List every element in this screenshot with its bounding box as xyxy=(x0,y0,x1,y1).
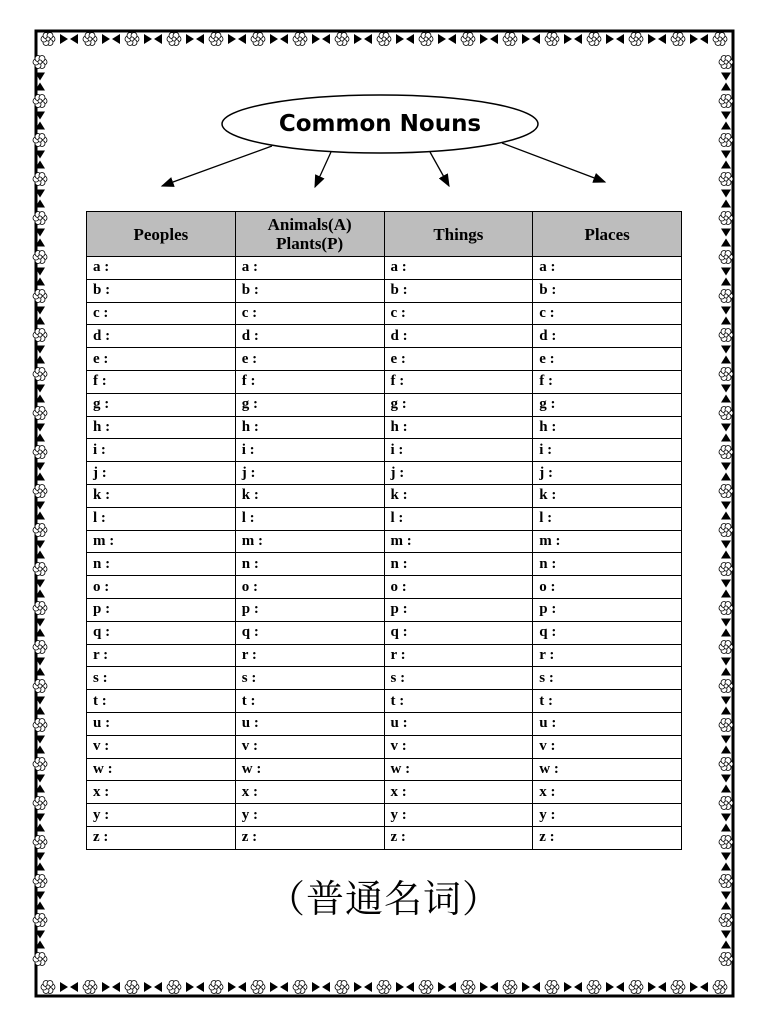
table-row xyxy=(87,416,682,439)
letter-cell[interactable]: y : xyxy=(533,804,682,827)
table-row xyxy=(87,484,682,507)
letter-cell[interactable]: p : xyxy=(235,598,384,621)
header-plants: Plants(P) xyxy=(276,234,344,253)
letter-cell[interactable]: r : xyxy=(384,644,533,667)
letter-cell[interactable]: o : xyxy=(533,576,682,599)
letter-cell[interactable]: a : xyxy=(235,257,384,280)
table-row xyxy=(87,325,682,348)
letter-cell[interactable]: t : xyxy=(533,690,682,713)
letter-cell[interactable]: u : xyxy=(384,712,533,735)
table-row xyxy=(87,257,682,280)
letter-cell[interactable]: g : xyxy=(533,393,682,416)
letter-cell[interactable]: m : xyxy=(384,530,533,553)
letter-cell[interactable]: j : xyxy=(87,462,236,485)
letter-cell[interactable]: u : xyxy=(235,712,384,735)
letter-cell[interactable]: b : xyxy=(87,279,236,302)
letter-cell[interactable]: q : xyxy=(87,621,236,644)
table-row xyxy=(87,758,682,781)
letter-cell[interactable]: d : xyxy=(87,325,236,348)
letter-cell[interactable]: v : xyxy=(87,735,236,758)
table-row xyxy=(87,804,682,827)
letter-cell[interactable]: y : xyxy=(87,804,236,827)
letter-cell[interactable]: f : xyxy=(533,370,682,393)
letter-cell[interactable]: i : xyxy=(384,439,533,462)
letter-cell[interactable]: y : xyxy=(384,804,533,827)
table-row xyxy=(87,348,682,371)
letter-cell[interactable]: x : xyxy=(533,781,682,804)
letter-cell[interactable]: d : xyxy=(533,325,682,348)
letter-cell[interactable]: w : xyxy=(87,758,236,781)
table-row xyxy=(87,370,682,393)
table-header-row xyxy=(87,212,682,257)
letter-cell[interactable]: p : xyxy=(533,598,682,621)
letter-cell[interactable]: c : xyxy=(533,302,682,325)
letter-cell[interactable]: w : xyxy=(384,758,533,781)
letter-cell[interactable]: r : xyxy=(87,644,236,667)
table-row xyxy=(87,530,682,553)
letter-cell[interactable]: l : xyxy=(87,507,236,530)
letter-cell[interactable]: c : xyxy=(87,302,236,325)
letter-cell[interactable]: t : xyxy=(87,690,236,713)
table-row xyxy=(87,439,682,462)
table-row xyxy=(87,644,682,667)
letter-cell[interactable]: f : xyxy=(87,370,236,393)
letter-cell[interactable]: x : xyxy=(384,781,533,804)
header-animals-plants xyxy=(235,212,384,257)
letter-cell[interactable]: o : xyxy=(87,576,236,599)
letter-cell[interactable]: r : xyxy=(533,644,682,667)
header-animals: Animals(A) xyxy=(267,215,352,234)
letter-cell[interactable]: l : xyxy=(533,507,682,530)
letter-cell[interactable]: b : xyxy=(384,279,533,302)
table-row xyxy=(87,826,682,849)
letter-cell[interactable]: v : xyxy=(533,735,682,758)
letter-cell[interactable]: e : xyxy=(87,348,236,371)
letter-cell[interactable]: u : xyxy=(87,712,236,735)
arrow-animals-plants xyxy=(315,152,331,187)
letter-cell[interactable]: i : xyxy=(87,439,236,462)
table-row xyxy=(87,507,682,530)
letter-cell[interactable]: r : xyxy=(235,644,384,667)
letter-cell[interactable]: t : xyxy=(384,690,533,713)
arrow-places xyxy=(502,143,605,182)
letter-cell[interactable]: z : xyxy=(235,826,384,849)
letter-cell[interactable]: k : xyxy=(235,484,384,507)
letter-cell[interactable]: x : xyxy=(235,781,384,804)
letter-cell[interactable]: h : xyxy=(235,416,384,439)
table-row xyxy=(87,279,682,302)
letter-cell[interactable]: z : xyxy=(533,826,682,849)
table-row xyxy=(87,462,682,485)
letter-cell[interactable]: n : xyxy=(87,553,236,576)
header-peoples: Peoples xyxy=(87,212,236,257)
letter-cell[interactable]: m : xyxy=(235,530,384,553)
letter-cell[interactable]: s : xyxy=(384,667,533,690)
letter-cell[interactable]: a : xyxy=(533,257,682,280)
letter-cell[interactable]: e : xyxy=(235,348,384,371)
letter-cell[interactable]: w : xyxy=(235,758,384,781)
letter-cell[interactable]: v : xyxy=(235,735,384,758)
letter-cell[interactable]: k : xyxy=(533,484,682,507)
table-row xyxy=(87,781,682,804)
letter-cell[interactable]: t : xyxy=(235,690,384,713)
letter-cell[interactable]: h : xyxy=(384,416,533,439)
table-row xyxy=(87,712,682,735)
letter-cell[interactable]: w : xyxy=(533,758,682,781)
letter-cell[interactable]: a : xyxy=(87,257,236,280)
letter-cell[interactable]: g : xyxy=(87,393,236,416)
letter-cell[interactable]: p : xyxy=(87,598,236,621)
letter-cell[interactable]: a : xyxy=(384,257,533,280)
table-row xyxy=(87,302,682,325)
chinese-title: （普通名词） xyxy=(266,877,501,921)
letter-cell[interactable]: f : xyxy=(235,370,384,393)
letter-cell[interactable]: j : xyxy=(384,462,533,485)
letter-cell[interactable]: z : xyxy=(87,826,236,849)
letter-cell[interactable]: j : xyxy=(235,462,384,485)
letter-cell[interactable]: q : xyxy=(235,621,384,644)
letter-cell[interactable]: o : xyxy=(384,576,533,599)
page-title: Common Nouns xyxy=(278,111,482,137)
table-row xyxy=(87,576,682,599)
letter-cell[interactable]: z : xyxy=(384,826,533,849)
letter-cell[interactable]: x : xyxy=(87,781,236,804)
letter-cell[interactable]: n : xyxy=(235,553,384,576)
letter-cell[interactable]: h : xyxy=(533,416,682,439)
letter-cell[interactable]: q : xyxy=(533,621,682,644)
letter-cell[interactable]: i : xyxy=(235,439,384,462)
header-places: Places xyxy=(533,212,682,257)
letter-cell[interactable]: s : xyxy=(533,667,682,690)
letter-cell[interactable]: l : xyxy=(235,507,384,530)
letter-cell[interactable]: p : xyxy=(384,598,533,621)
letter-cell[interactable]: n : xyxy=(384,553,533,576)
letter-cell[interactable]: d : xyxy=(235,325,384,348)
letter-cell[interactable]: g : xyxy=(235,393,384,416)
letter-cell[interactable]: e : xyxy=(533,348,682,371)
letter-cell[interactable]: d : xyxy=(384,325,533,348)
letter-cell[interactable]: k : xyxy=(384,484,533,507)
letter-cell[interactable]: u : xyxy=(533,712,682,735)
letter-cell[interactable]: s : xyxy=(87,667,236,690)
table-row xyxy=(87,735,682,758)
table-row xyxy=(87,553,682,576)
letter-cell[interactable]: f : xyxy=(384,370,533,393)
table-row xyxy=(87,393,682,416)
table-row xyxy=(87,690,682,713)
common-nouns-table xyxy=(86,211,682,850)
letter-cell[interactable]: l : xyxy=(384,507,533,530)
letter-cell[interactable]: v : xyxy=(384,735,533,758)
letter-cell[interactable]: i : xyxy=(533,439,682,462)
letter-cell[interactable]: m : xyxy=(87,530,236,553)
arrow-peoples xyxy=(162,146,272,186)
letter-cell[interactable]: e : xyxy=(384,348,533,371)
arrow-things xyxy=(430,152,449,186)
header-things: Things xyxy=(384,212,533,257)
letter-cell[interactable]: m : xyxy=(533,530,682,553)
letter-cell[interactable]: j : xyxy=(533,462,682,485)
letter-cell[interactable]: c : xyxy=(235,302,384,325)
letter-cell[interactable]: y : xyxy=(235,804,384,827)
table-row xyxy=(87,598,682,621)
letter-cell[interactable]: k : xyxy=(87,484,236,507)
table-row xyxy=(87,667,682,690)
letter-cell[interactable]: q : xyxy=(384,621,533,644)
letter-cell[interactable]: b : xyxy=(235,279,384,302)
letter-cell[interactable]: h : xyxy=(87,416,236,439)
letter-cell[interactable]: c : xyxy=(384,302,533,325)
letter-cell[interactable]: g : xyxy=(384,393,533,416)
letter-cell[interactable]: o : xyxy=(235,576,384,599)
letter-cell[interactable]: s : xyxy=(235,667,384,690)
letter-cell[interactable]: n : xyxy=(533,553,682,576)
letter-cell[interactable]: b : xyxy=(533,279,682,302)
table-row xyxy=(87,621,682,644)
